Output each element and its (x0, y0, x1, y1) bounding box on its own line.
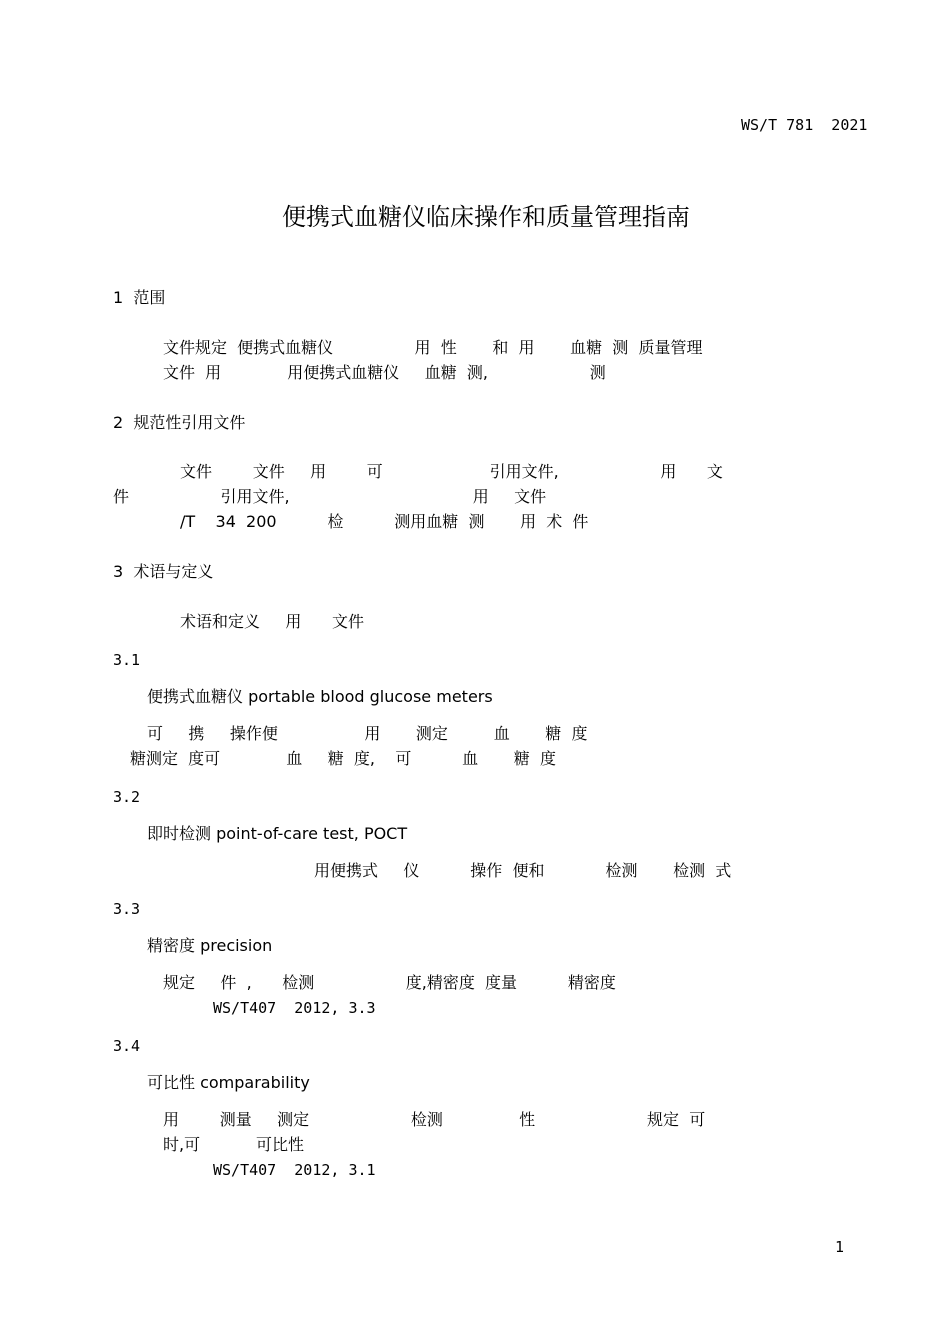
term-number: 3.2 (113, 788, 141, 806)
term-title: 便携式血糖仪 portable blood glucose meters (147, 687, 493, 706)
term-source: WS/T407 2012, 3.3 (213, 999, 376, 1017)
paragraph-line: 文件 文件 用 可 引用文件, 用 文 (180, 462, 723, 481)
page-title: 便携式血糖仪临床操作和质量管理指南 (282, 203, 690, 231)
term-title: 可比性 comparability (147, 1073, 310, 1092)
section-heading-terms: 3 术语与定义 (113, 562, 214, 581)
paragraph-line: 术语和定义 用 文件 (180, 612, 364, 631)
term-number: 3.1 (113, 651, 141, 669)
term-number: 3.3 (113, 900, 141, 918)
section-heading-normative-references: 2 规范性引用文件 (113, 413, 246, 432)
paragraph-line: 文件 用 用便携式血糖仪 血糖 测, 测 (163, 363, 606, 382)
term-definition-line: 时,可 可比性 (163, 1135, 305, 1154)
page-number: 1 (835, 1238, 845, 1256)
paragraph-line: /T 34 200 检 测用血糖 测 用 术 件 (180, 512, 589, 531)
term-title: 即时检测 point-of-care test, POCT (147, 824, 408, 843)
term-definition-line: 可 携 操作便 用 测定 血 糖 度 (147, 724, 588, 743)
term-source: WS/T407 2012, 3.1 (213, 1161, 376, 1179)
term-definition-line: 糖测定 度可 血 糖 度, 可 血 糖 度 (130, 749, 556, 768)
term-definition-line: 规定 件 , 检测 度,精密度 度量 精密度 (163, 973, 616, 992)
term-title: 精密度 precision (147, 936, 273, 955)
standard-code: WS/T 781 2021 (741, 116, 868, 134)
paragraph-line: 件 引用文件, 用 文件 (113, 487, 547, 506)
section-heading-scope: 1 范围 (113, 288, 166, 307)
term-number: 3.4 (113, 1037, 141, 1055)
paragraph-line: 文件规定 便携式血糖仪 用 性 和 用 血糖 测 质量管理 (163, 338, 703, 357)
term-definition-line: 用 测量 测定 检测 性 规定 可 (163, 1110, 706, 1129)
term-definition-line: 用便携式 仪 操作 便和 检测 检测 式 (314, 861, 732, 880)
